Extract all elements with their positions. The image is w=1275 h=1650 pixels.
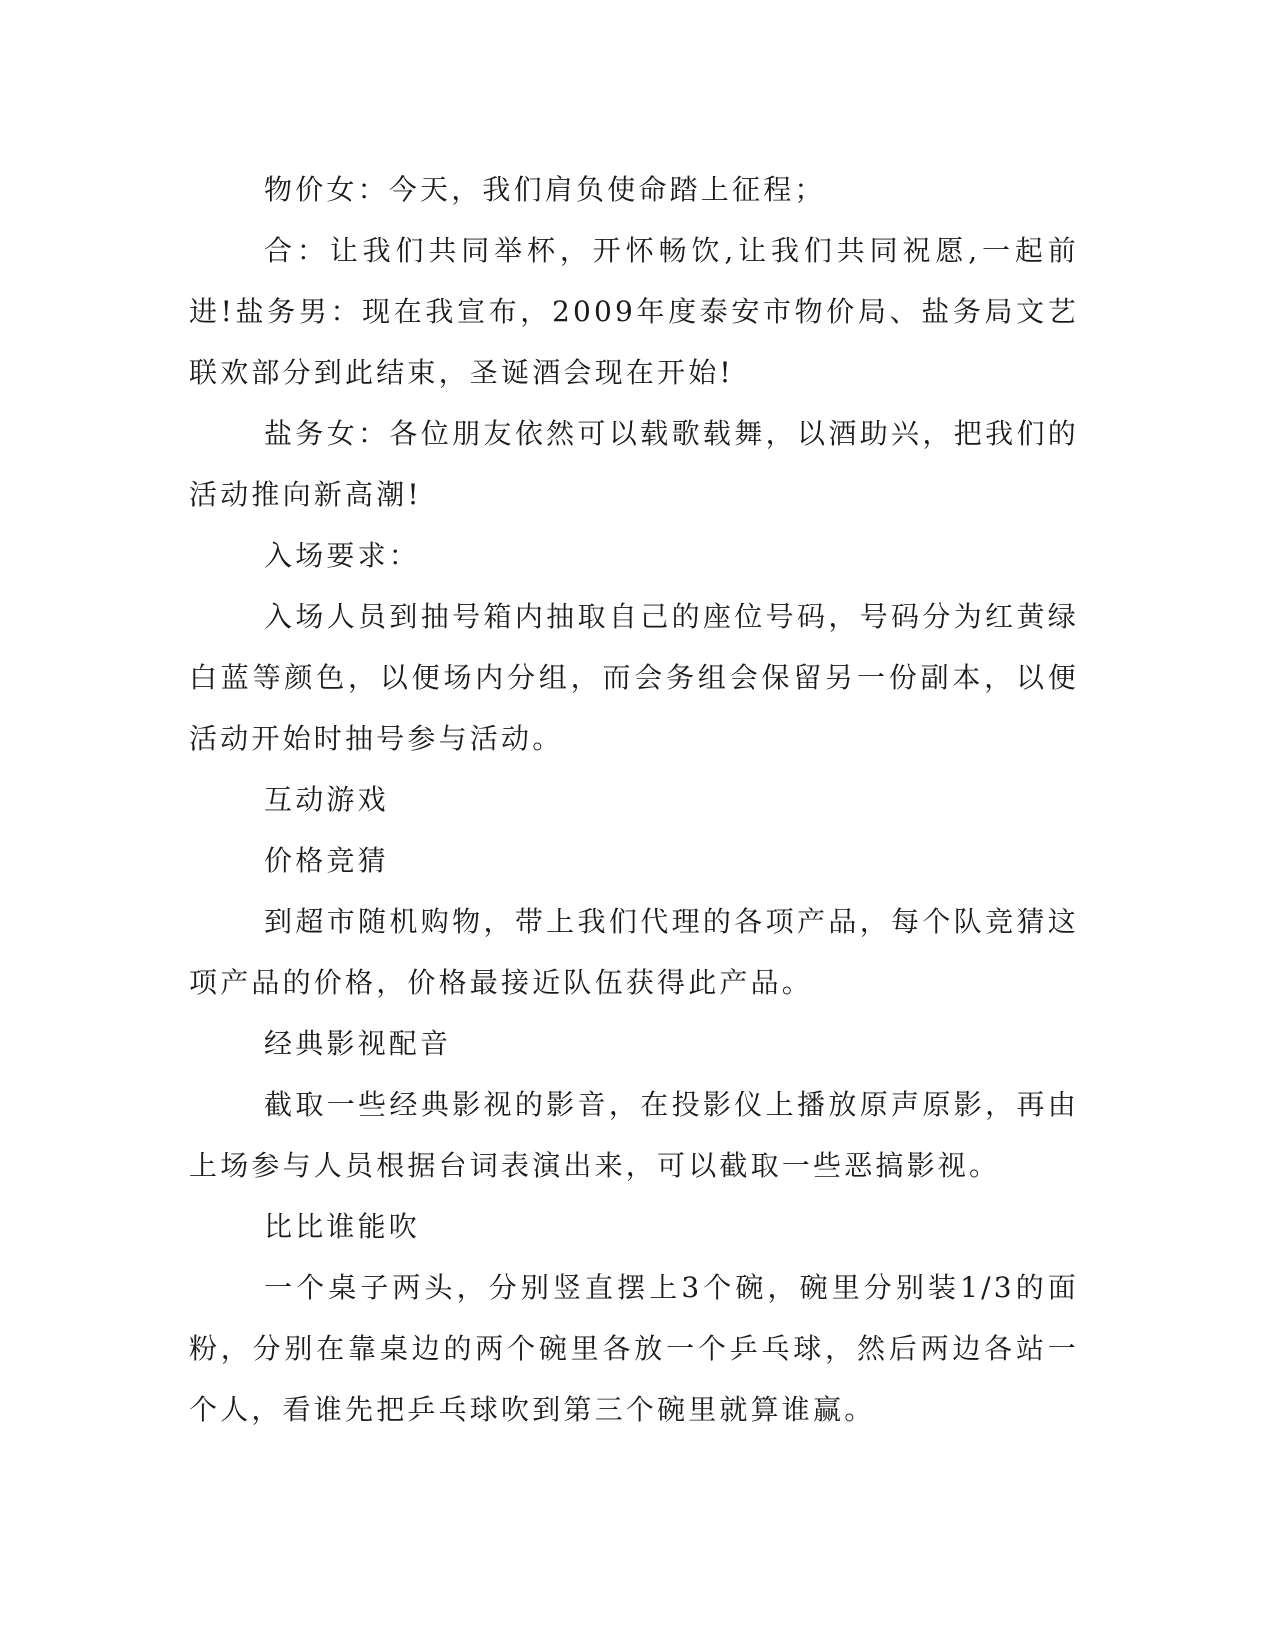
document-body (189, 159, 1079, 1440)
heading-entry-requirements: 入场要求： (264, 539, 421, 572)
paragraph-blowing-contest-rules: 一个桌子两头，分别竖直摆上3个碗，碗里分别装1/3的面粉，分别在靠桌边的两个碗里各放一个乒乓球，然后两边各站一个人，看谁先把乒乓球吹到第三个碗里就算谁赢。 (189, 1271, 1079, 1426)
heading-film-dubbing: 经典影视配音 (264, 1027, 452, 1060)
paragraph-chorus-announcement: 合：让我们共同举杯，开怀畅饮,让我们共同祝愿,一起前进!盐务男：现在我宣布，2009年度泰安市物价局、盐务局文艺联欢部分到此结束，圣诞酒会现在开始! (189, 234, 1079, 389)
heading-price-guess: 价格竞猜 (264, 844, 389, 877)
paragraph-entry-rules: 入场人员到抽号箱内抽取自己的座位号码，号码分为红黄绿白蓝等颜色，以便场内分组，而会务组会保留另一份副本，以便活动开始时抽号参与活动。 (189, 600, 1079, 755)
paragraph-price-woman-line: 物价女：今天，我们肩负使命踏上征程； (264, 173, 826, 206)
paragraph-price-guess-rules: 到超市随机购物，带上我们代理的各项产品，每个队竞猜这项产品的价格，价格最接近队伍获得此产品。 (189, 905, 1079, 999)
paragraph-salt-woman-line: 盐务女：各位朋友依然可以载歌载舞，以酒助兴，把我们的活动推向新高潮! (189, 417, 1079, 511)
heading-blowing-contest: 比比谁能吹 (264, 1210, 421, 1243)
heading-interactive-games: 互动游戏 (264, 783, 389, 816)
paragraph-film-dubbing-rules: 截取一些经典影视的影音，在投影仪上播放原声原影，再由上场参与人员根据台词表演出来，可以截取一些恶搞影视。 (189, 1088, 1079, 1182)
